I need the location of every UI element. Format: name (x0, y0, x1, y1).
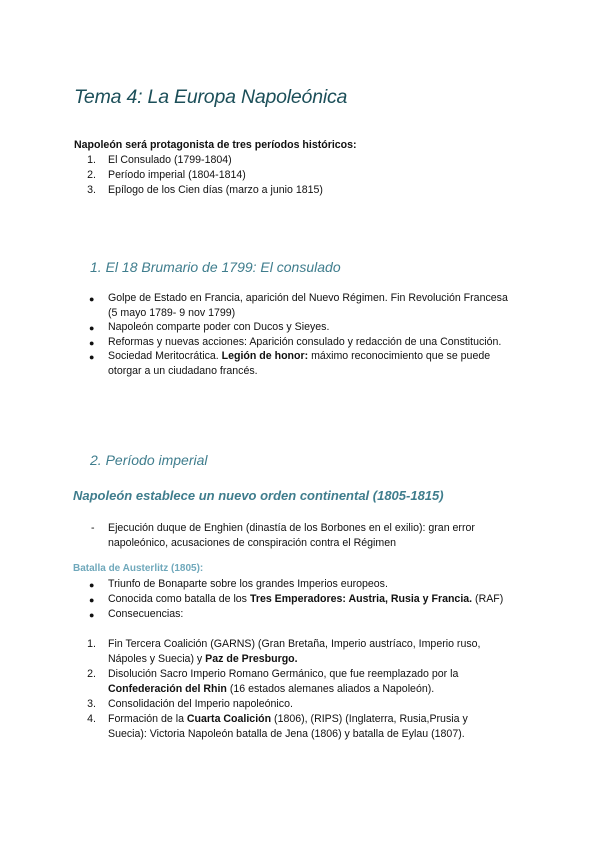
page-title: Tema 4: La Europa Napoleónica (74, 86, 348, 108)
section-2-subheading: Napoleón establece un nuevo orden continental (1805-1815) (73, 488, 444, 503)
bullet-icon: ● (89, 610, 95, 620)
bullet-icon: ● (89, 323, 95, 333)
list-item-continuation: Suecia): Victoria Napoleón batalla de Jena (1806) y batalla de Eylau (1807). (108, 728, 465, 740)
list-item-continuation: (5 mayo 1789- 9 nov 1799) (108, 307, 236, 319)
list-item: Triunfo de Bonaparte sobre los grandes Imperios europeos. (108, 578, 388, 590)
bold-term: Cuarta Coalición (186, 713, 272, 725)
text-run: (RAF) (472, 593, 504, 605)
text-run: máximo reconocimiento que se puede (308, 350, 491, 362)
list-number: 2. (87, 668, 96, 680)
text-run: Sociedad Meritocrática. (108, 350, 222, 362)
list-item (108, 592, 503, 607)
list-item: El Consulado (1799-1804) (108, 154, 232, 166)
text-run: Formación de la (108, 713, 187, 725)
bold-term: Paz de Presburgo. (205, 653, 298, 665)
section-2-heading: 2. Período imperial (90, 452, 208, 468)
list-item: Consolidación del Imperio napoleónico. (108, 698, 293, 710)
bold-term: Legión de honor: (221, 350, 309, 362)
text-run: (16 estados alemanes aliados a Napoleón). (226, 683, 435, 695)
list-item (108, 712, 468, 727)
list-item (108, 349, 490, 364)
section-1-heading: 1. El 18 Brumario de 1799: El consulado (90, 259, 341, 275)
bullet-icon: ● (89, 595, 95, 605)
list-item-continuation (108, 652, 298, 667)
bullet-icon: ● (89, 580, 95, 590)
list-item-continuation (108, 682, 434, 697)
text-run: Conocida como batalla de los (108, 593, 250, 605)
list-item: Ejecución duque de Enghien (dinastía de los Borbones en el exilio): gran error (108, 522, 475, 534)
list-number: 3. (87, 184, 96, 196)
list-item-continuation: napoleónico, acusaciones de conspiración contra el Régimen (108, 537, 396, 549)
list-number: 1. (87, 638, 96, 650)
list-item: Epílogo de los Cien días (marzo a junio 1815) (108, 184, 323, 196)
intro-heading: Napoleón será protagonista de tres períodos históricos: (74, 139, 357, 151)
list-item: Fin Tercera Coalición (GARNS) (Gran Bretaña, Imperio austríaco, Imperio ruso, (108, 638, 481, 650)
text-run: (1806), (RIPS) (Inglaterra, Rusia,Prusia y (271, 713, 468, 725)
austerlitz-heading: Batalla de Austerlitz (1805): (73, 563, 204, 574)
bullet-icon: ● (89, 352, 95, 362)
dash-marker: - (91, 522, 95, 534)
list-item-continuation: otorgar a un ciudadano francés. (108, 365, 258, 377)
list-number: 4. (87, 713, 96, 725)
bold-term: Confederación del Rhin (108, 683, 227, 695)
list-number: 1. (87, 154, 96, 166)
bullet-icon: ● (89, 294, 95, 304)
bold-term: Tres Emperadores: Austria, Rusia y Francia. (249, 593, 473, 605)
list-item: Reformas y nuevas acciones: Aparición consulado y redacción de una Constitución. (108, 336, 502, 348)
bullet-icon: ● (89, 338, 95, 348)
list-number: 2. (87, 169, 96, 181)
list-item: Napoleón comparte poder con Ducos y Sieyes. (108, 321, 330, 333)
list-item: Golpe de Estado en Francia, aparición del Nuevo Régimen. Fin Revolución Francesa (108, 292, 508, 304)
text-run: Nápoles y Suecia) y (108, 653, 206, 665)
list-item: Disolución Sacro Imperio Romano Germánico, que fue reemplazado por la (108, 668, 459, 680)
list-item: Consecuencias: (108, 608, 184, 620)
list-item: Período imperial (1804-1814) (108, 169, 246, 181)
list-number: 3. (87, 698, 96, 710)
